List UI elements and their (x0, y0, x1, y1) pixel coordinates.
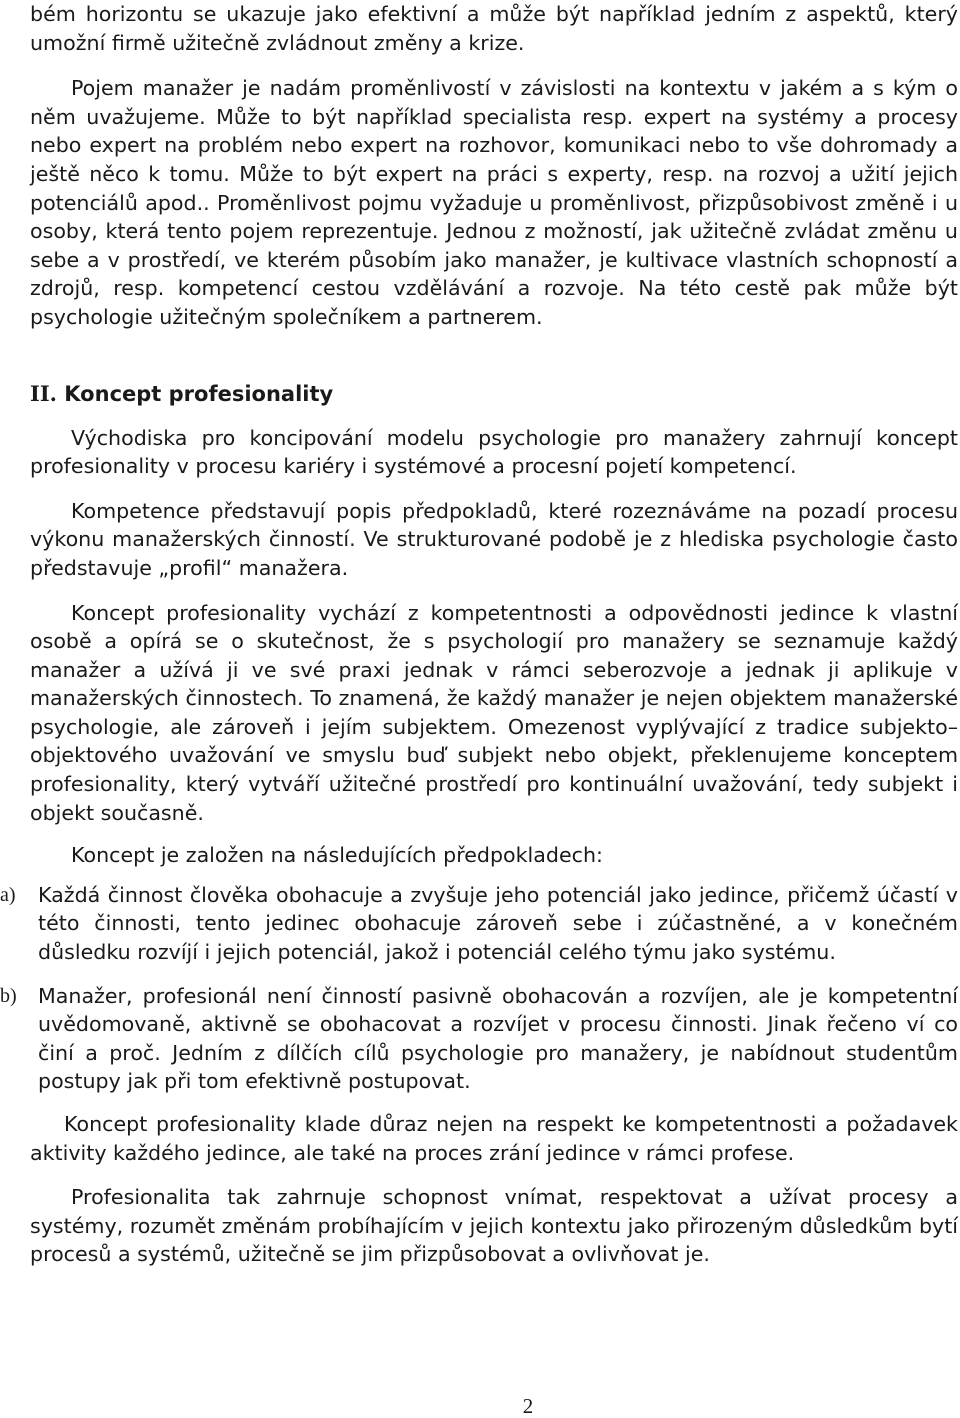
paragraph-vychodiska: Východiska pro koncipování modelu psychologie pro manažery zahrnují koncept profesionality v procesu kariéry i systémové a procesní pojetí kompetencí. (30, 425, 958, 479)
page-number: 2 (522, 1394, 534, 1418)
list-item (0, 982, 958, 1096)
list-item-text: Manažer, profesionál není činností pasivně obohacován a rozvíjen, ale je kompetentní uvědomovaně, aktivně se obohacovat a rozvíjet v procesu činnosti. Jinak řečeno ví co činí a proč. Jedním z dílčích cílů psychologie pro manažery, je nabídnout studentům postupy jak při tom efektivně postupovat. (38, 983, 958, 1094)
section-heading (30, 380, 958, 408)
section-title: Koncept profesionality (64, 381, 334, 406)
paragraph-intro: bém horizontu se ukazuje jako efektivní a může být například jedním z aspektů, který umožní firmě užitečně zvládnout změny a krize. (30, 2, 958, 55)
paragraph-klade-duraz: Koncept profesionality klade důraz nejen na respekt ke kompetentnosti a požadavek aktivity každého jedince, ale také na proces zrání jedince v rámci profese. (30, 1112, 958, 1165)
list-marker: a) (0, 883, 16, 906)
list-item-text: Každá činnost člověka obohacuje a zvyšuje jeho potenciál jako jedince, přičemž účastí v této činnosti, tento jedinec obohacuje zároveň sebe i zúčastněné, a v konečném důsledku rozvíjí i jejich potenciál, jakož i potenciál celého týmu jako systému. (38, 882, 958, 965)
paragraph-pojem-manazer: Pojem manažer je nadám proměnlivostí v závislosti na kontextu v jakém a s kým o něm uvažujeme. Může to být například specialista resp. expert na systémy a procesy nebo expert na problém nebo expert na rozhovor, komunikaci nebo to vše dohromady a ještě něco k tomu. Může to být expert na práci s experty, resp. na rozvoj a užití jejich potenciálů apod.. Proměnlivost pojmu vyžaduje u proměnlivost, přizpůsobivost změně i u osoby, která tento pojem reprezentuje. Jednou z možností, jak užitečně zvládat změnu u sebe a v prostředí, ve kterém působím jako manažer, je kultivace vlastních schopností a zdrojů, resp. kompetencí cestou vzdělávání a rozvoje. Na této cestě pak může být psychologie užitečným společníkem a partnerem. (30, 76, 958, 329)
paragraph-kompetence: Kompetence představují popis předpokladů, které rozeznáváme na pozadí procesu výkonu manažerských činností. Ve strukturované podobě je z hlediska psychologie často představuje „profil“ manažera. (30, 498, 958, 580)
paragraph-profesionalita: Profesionalita tak zahrnuje schopnost vnímat, respektovat a užívat procesy a systémy, rozumět změnám probíhajícím v jejich kontextu jako přirozeným důsledkům bytí procesů a systémů, užitečně se jim přizpůsobovat a ovlivňovat je. (30, 1185, 958, 1267)
paragraph-predpoklady-intro: Koncept je založen na následujících předpokladech: (71, 843, 603, 868)
paragraph-koncept-profesionality: Koncept profesionality vychází z kompetentnosti a odpovědnosti jedince k vlastní osobě a opírá se o skutečnost, že s psychologií pro manažery se seznamuje každý manažer a užívá ji ve své praxi jednak v rámci seberozvoje a jednak ji aplikuje v manažerských činnostech. To znamená, že každý manažer je nejen objektem manažerské psychologie, ale zároveň i jejím subjektem. Omezenost vyplývající z tradice subjekto–objektového uvažování ve smyslu buď subjekt nebo objekt, překlenujeme konceptem profesionality, který vytváří užitečné prostředí pro kontinuální uvažování, tedy subjekt i objekt současně. (30, 600, 958, 825)
list-marker: b) (0, 984, 17, 1007)
assumptions-list (0, 881, 958, 1096)
list-item (0, 881, 958, 967)
section-number: II. (30, 380, 57, 406)
